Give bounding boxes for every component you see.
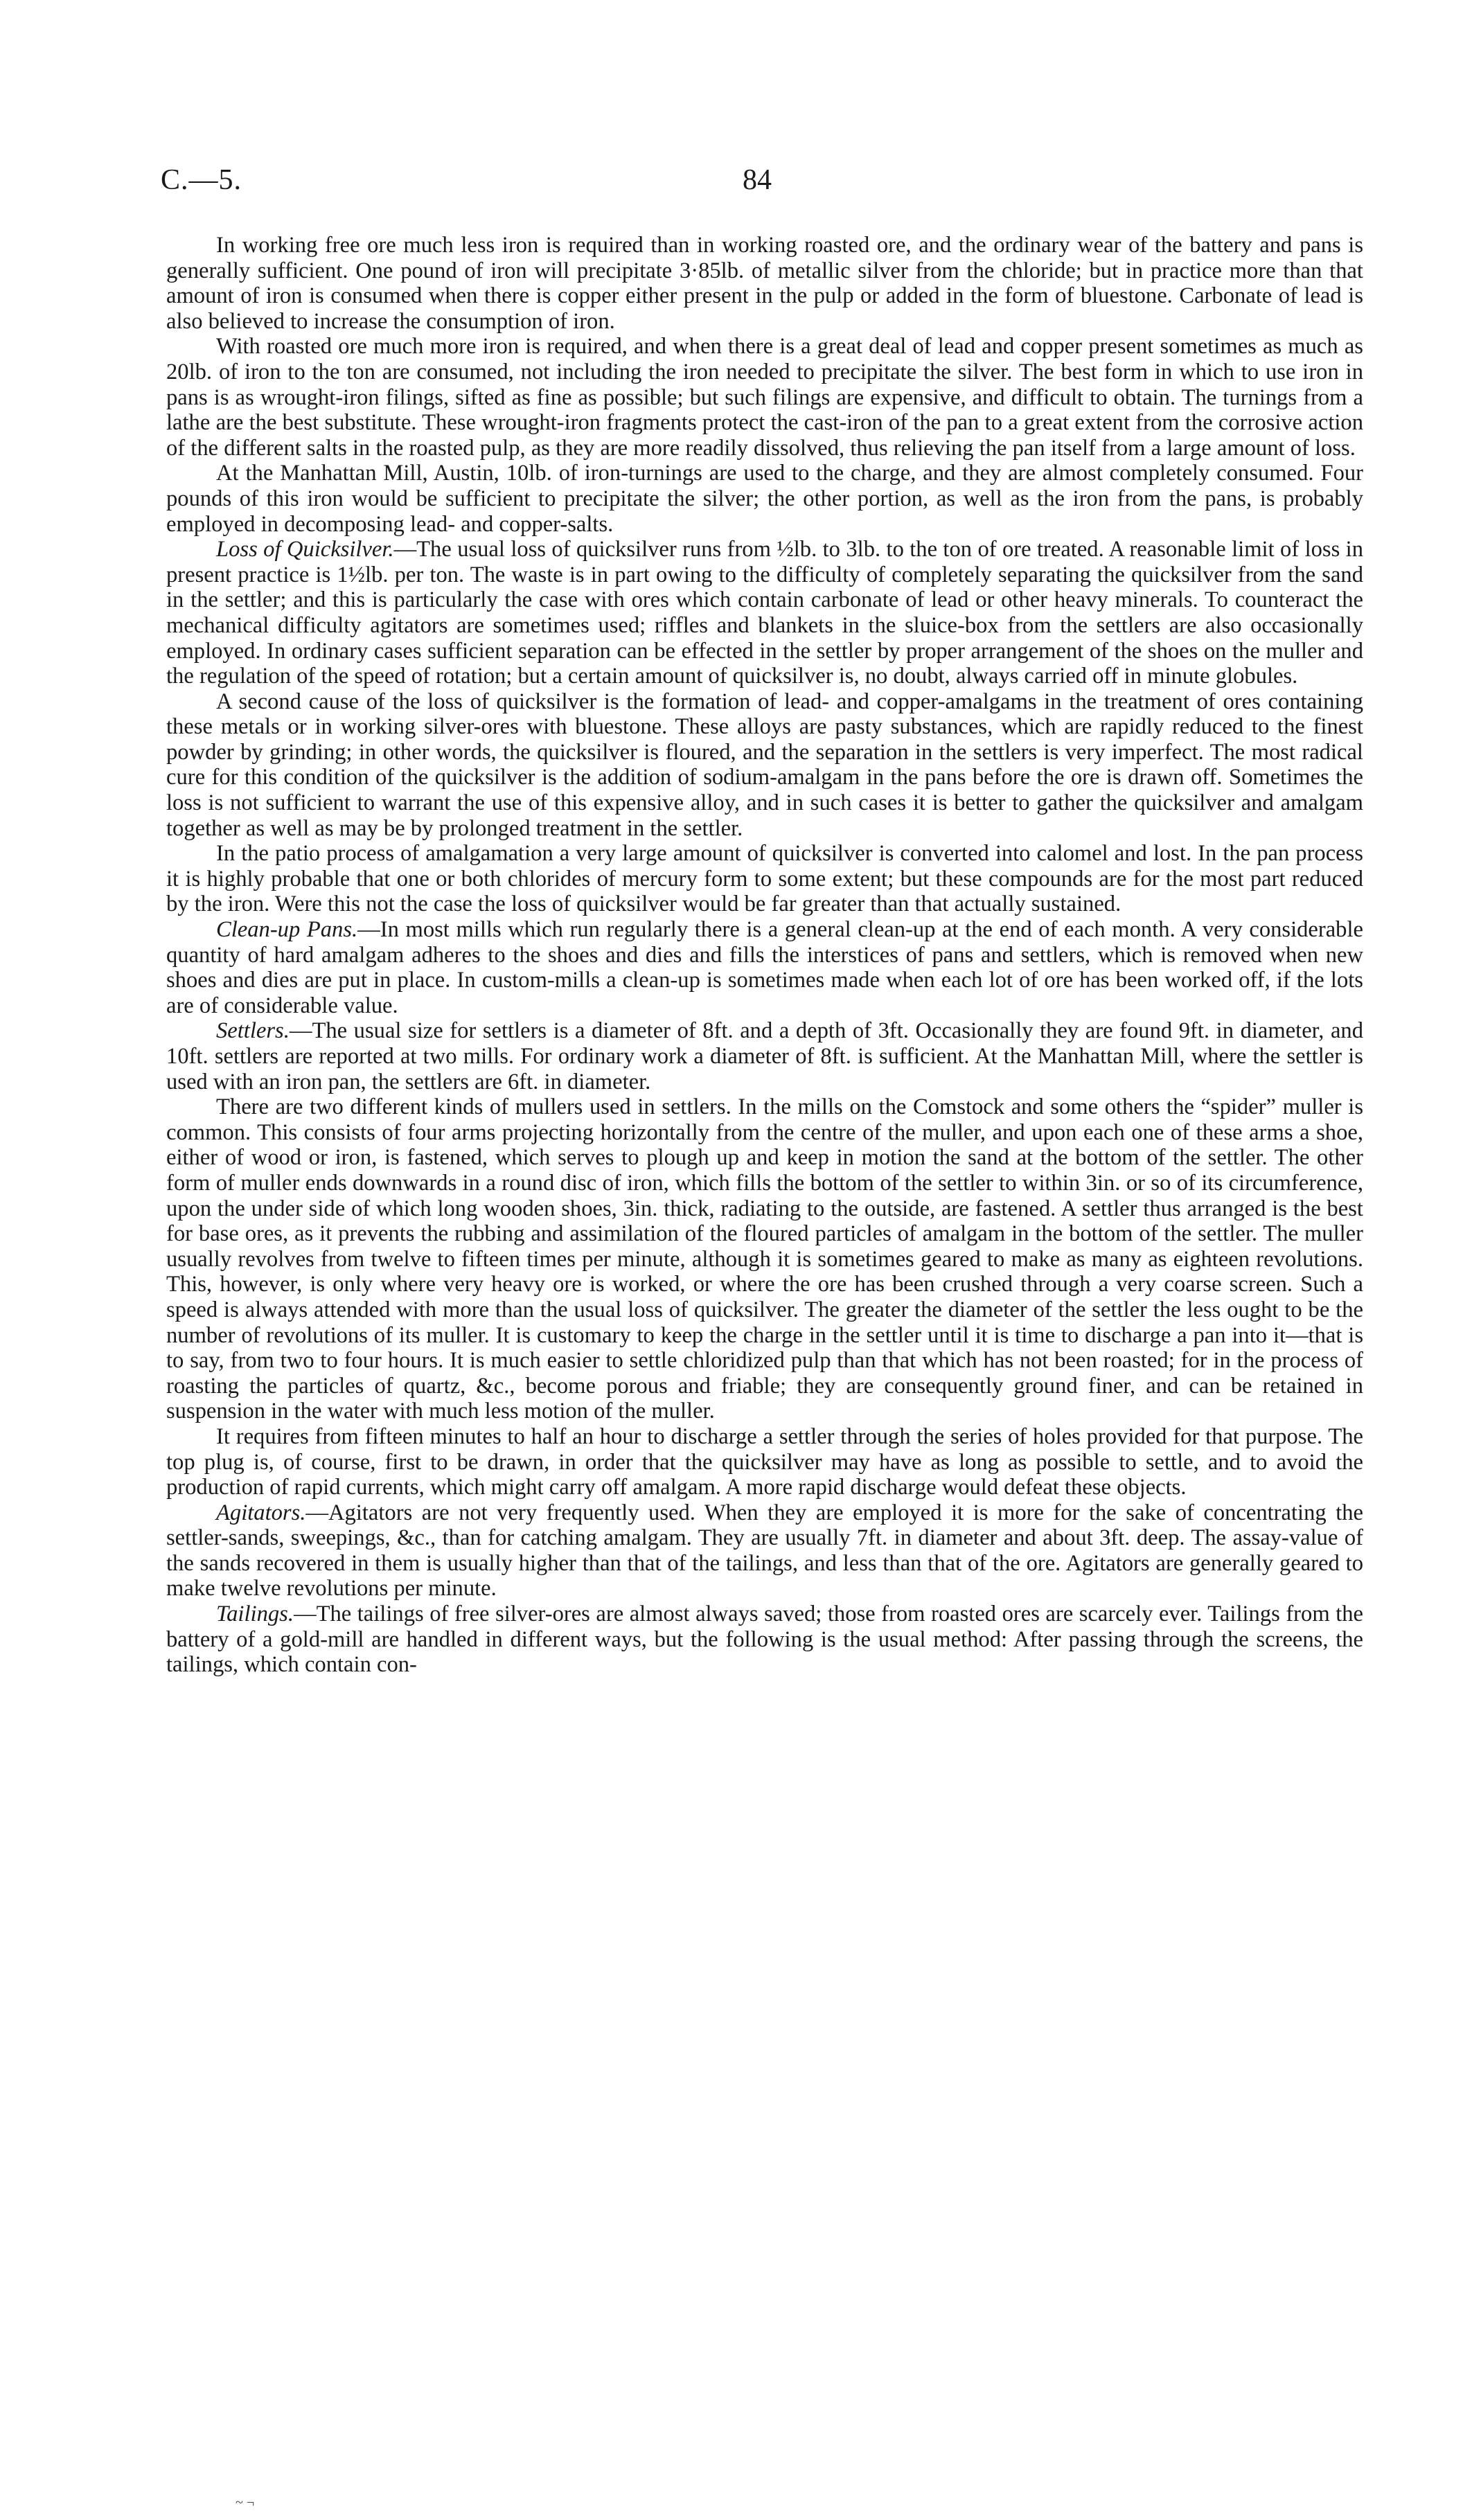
body-text [166,233,1363,1678]
section-lead-tailings: Tailings. [216,1601,294,1627]
paragraph: Agitators.—Agitators are not very frequently used. When they are employed it is more for the sake of concentrating the settler-sands, sweepings, &c., than for catching amalgam. They are usually 7ft. in diameter and about 3ft. deep. The assay-value of the sands recovered in them is usually higher than that of the tailings, and less than that of the ore. Agitators are generally geared to make twelve revolutions per minute. [166,1500,1363,1601]
paragraph: A second cause of the loss of quicksilver is the formation of lead- and copper-amalgams in the treatment of ores containing these metals or in working silver-ores with bluestone. These alloys are pasty substances, which are rapidly reduced to the finest powder by grinding; in other words, the quicksilver is floured, and the separation in the settlers is very imperfect. The most radical cure for this condition of the quicksilver is the addition of sodium-amalgam in the pans before the ore is drawn off. Sometimes the loss is not sufficient to warrant the use of this expensive alloy, and in such cases it is better to gather the quicksilver and amalgam together as well as may be by prolonged treatment in the settler. [166,689,1363,841]
paragraph: In working free ore much less iron is required than in working roasted ore, and the ordinary wear of the battery and pans is generally sufficient. One pound of iron will precipitate 3·85lb. of metallic silver from the chloride; but in practice more than that amount of iron is consumed when there is copper either present in the pulp or added in the form of bluestone. Carbonate of lead is also believed to increase the consumption of iron. [166,233,1363,334]
paragraph: Tailings.—The tailings of free silver-ores are almost always saved; those from roasted ores are scarcely ever. Tailings from the battery of a gold-mill are handled in different ways, but the following is the usual method: After passing through the screens, the tailings, which contain con- [166,1601,1363,1678]
paragraph: In the patio process of amalgamation a very large amount of quicksilver is converted into calomel and lost. In the pan process it is highly probable that one or both chlorides of mercury form to some extent; but these compounds are for the most part reduced by the iron. Were this not the case the loss of quicksilver would be far greater than that actually sustained. [166,841,1363,917]
paragraph: Loss of Quicksilver.—The usual loss of quicksilver runs from ½lb. to 3lb. to the ton of ore treated. A reasonable limit of loss in present practice is 1½lb. per ton. The waste is in part owing to the difficulty of completely separating the quicksilver from the sand in the settler; and this is particularly the case with ores which contain carbonate of lead or other heavy minerals. To counteract the mechanical difficulty agitators are sometimes used; riffles and blankets in the sluice-box from the settlers are also occasionally employed. In ordinary cases sufficient separation can be effected in the settler by proper arrangement of the shoes on the muller and the regulation of the speed of rotation; but a certain amount of quicksilver is, no doubt, always carried off in minute globules. [166,537,1363,689]
paragraph: There are two different kinds of mullers used in settlers. In the mills on the Comstock and some others the “spider” muller is common. This consists of four arms projecting horizontally from the centre of the muller, and upon each one of these arms a shoe, either of wood or iron, is fastened, which serves to plough up and keep in motion the sand at the bottom of the settler. The other form of muller ends downwards in a round disc of iron, which fills the bottom of the settler to within 3in. or so of its circumference, upon the under side of which long wooden shoes, 3in. thick, radiating to the outside, are fastened. A settler thus arranged is the best for base ores, as it prevents the rubbing and assimilation of the floured particles of amalgam in the bottom of the settler. The muller usually revolves from twelve to fifteen times per minute, although it is sometimes geared to make as many as eighteen revolutions. This, however, is only where very heavy ore is worked, or where the ore has been crushed through a very coarse screen. Such a speed is always attended with more than the usual loss of quicksilver. The greater the diameter of the settler the less ought to be the number of revolutions of its muller. It is customary to keep the charge in the settler until it is time to discharge a pan into it—that is to say, from two to four hours. It is much easier to settle chloridized pulp than that which has not been roasted; for in the process of roasting the particles of quartz, &c., become porous and friable; they are consequently ground finer, and can be retained in suspension in the water with much less motion of the muller. [166,1094,1363,1424]
document-code: C.—5. [161,164,242,196]
paragraph: With roasted ore much more iron is required, and when there is a great deal of lead and copper present sometimes as much as 20lb. of iron to the ton are consumed, not including the iron needed to precipitate the silver. The best form in which to use iron in pans is as wrought-iron filings, sifted as fine as possible; but such filings are expensive, and difficult to obtain. The turnings from a lathe are the best substitute. These wrought-iron fragments protect the cast-iron of the pan to a great extent from the corrosive action of the different salts in the roasted pulp, as they are more readily dissolved, thus relieving the pan itself from a large amount of loss. [166,334,1363,461]
paragraph: Clean-up Pans.—In most mills which run regularly there is a general clean-up at the end of each month. A very considerable quantity of hard amalgam adheres to the shoes and dies and fills the interstices of pans and settlers, which is removed when new shoes and dies are put in place. In custom-mills a clean-up is sometimes made when each lot of ore has been worked off, if the lots are of considerable value. [166,917,1363,1018]
footer-mark: ~ ¬ [236,2495,255,2510]
page-header [161,163,1366,219]
paragraph: Settlers.—The usual size for settlers is a diameter of 8ft. and a depth of 3ft. Occasionally they are found 9ft. in diameter, and 10ft. settlers are reported at two mills. For ordinary work a diameter of 8ft. is sufficient. At the Manhattan Mill, where the settler is used with an iron pan, the settlers are 6ft. in diameter. [166,1018,1363,1094]
paragraph: It requires from fifteen minutes to half an hour to discharge a settler through the series of holes provided for that purpose. The top plug is, of course, first to be drawn, in order that the quicksilver may have as long as possible to settle, and to avoid the production of rapid currents, which might carry off amalgam. A more rapid discharge would defeat these objects. [166,1423,1363,1500]
paragraph: At the Manhattan Mill, Austin, 10lb. of iron-turnings are used to the charge, and they are almost completely consumed. Four pounds of this iron would be sufficient to precipitate the silver; the other portion, as well as the iron from the pans, is probably employed in decomposing lead- and copper-salts. [166,461,1363,537]
page-number: 84 [743,164,772,196]
section-lead-settlers: Settlers. [216,1018,290,1044]
section-lead-clean-up-pans: Clean-up Pans. [216,917,358,943]
section-lead-agitators: Agitators. [216,1500,306,1525]
section-lead-loss-of-quicksilver: Loss of Quicksilver. [216,537,394,562]
